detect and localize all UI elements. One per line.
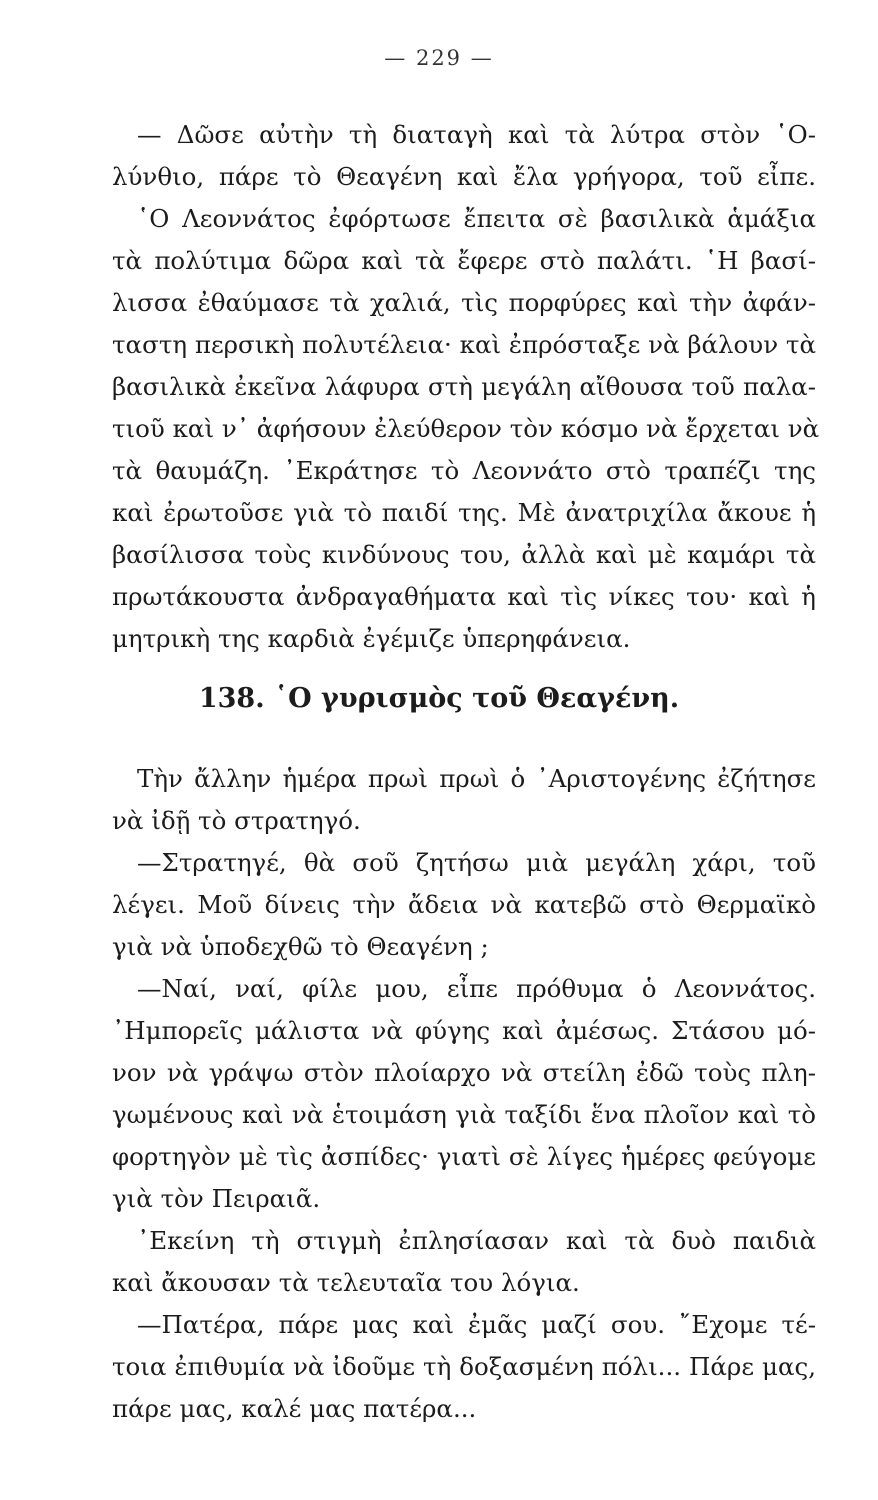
text-line: — Δῶσε αὐτὴν τὴ διαταγὴ καὶ τὰ λύτρα στὸν ῾Ο-: [137, 120, 816, 149]
text-line: τὰ πολύτιμα δῶρα καὶ τὰ ἔφερε στὸ παλάτι. ῾Η βασί-: [112, 246, 816, 275]
text-line: γιὰ νὰ ὑποδεχθῶ τὸ Θεαγένη ;: [112, 932, 489, 961]
section-title: ῾Ο γυρισμὸς τοῦ Θεαγένη.: [274, 683, 680, 714]
text-line: καὶ ἐρωτοῦσε γιὰ τὸ παιδί της. Μὲ ἀνατριχίλα ἄκουε ἡ: [112, 498, 816, 527]
text-line: ταστη περσικὴ πολυτέλεια· καὶ ἐπρόσταξε νὰ βάλουν τὰ: [112, 330, 816, 359]
text-line: λέγει. Μοῦ δίνεις τὴν ἄδεια νὰ κατεβῶ στὸ Θερμαϊκὸ: [112, 890, 816, 919]
text-line: καὶ ἄκουσαν τὰ τελευταῖα του λόγια.: [112, 1268, 580, 1297]
text-line: βασίλισσα τοὺς κινδύνους του, ἀλλὰ καὶ μὲ καμάρι τὰ: [112, 540, 816, 569]
text-line: τοια ἐπιθυμία νὰ ἰδοῦμε τὴ δοξασμένη πόλι... Πάρε μας,: [112, 1352, 816, 1381]
text-line: βασιλικὰ ἐκεῖνα λάφυρα στὴ μεγάλη αἴθουσα τοῦ παλα-: [112, 372, 816, 401]
text-line: λισσα ἐθαύμασε τὰ χαλιά, τὶς πορφύρες καὶ τὴν ἀφάν-: [112, 288, 816, 317]
text-line: πρωτάκουστα ἀνδραγαθήματα καὶ τὶς νίκες του· καὶ ἡ: [112, 582, 816, 611]
text-line: γωμένους καὶ νὰ ἑτοιμάση γιὰ ταξίδι ἕνα πλοῖον καὶ τὸ: [112, 1100, 816, 1129]
text-line: ᾽Εκείνη τὴ στιγμὴ ἐπλησίασαν καὶ τὰ δυὸ παιδιὰ: [137, 1226, 816, 1255]
text-line: νὰ ἰδῇ τὸ στρατηγό.: [112, 806, 361, 835]
page-number: — 229 —: [384, 46, 494, 70]
text-line: φορτηγὸν μὲ τὶς ἀσπίδες· γιατὶ σὲ λίγες ἡμέρες φεύγομε: [112, 1142, 816, 1171]
text-line: Τὴν ἄλλην ἡμέρα πρωὶ πρωὶ ὁ ᾽Αριστογένης ἐζήτησε: [137, 764, 816, 793]
text-line: τὰ θαυμάζη. ᾽Εκράτησε τὸ Λεοννάτο στὸ τραπέζι της: [112, 456, 816, 485]
text-line: πάρε μας, καλέ μας πατέρα...: [112, 1394, 477, 1423]
text-line: νον νὰ γράψω στὸν πλοίαρχο νὰ στείλη ἐδῶ τοὺς πλη-: [112, 1058, 816, 1087]
text-line: ᾽Ημπορεῖς μάλιστα νὰ φύγης καὶ ἀμέσως. Στάσου μό-: [112, 1016, 816, 1045]
text-line: —Πατέρα, πάρε μας καὶ ἐμᾶς μαζί σου. ῎Εχομε τέ-: [137, 1310, 816, 1339]
text-line: μητρικὴ της καρδιὰ ἐγέμιζε ὑπερηφάνεια.: [112, 624, 631, 653]
text-line: λύνθιο, πάρε τὸ Θεαγένη καὶ ἔλα γρήγορα, τοῦ εἶπε.: [112, 162, 816, 191]
text-line: γιὰ τὸν Πειραιᾶ.: [112, 1184, 321, 1213]
text-line: —Στρατηγέ, θὰ σοῦ ζητήσω μιὰ μεγάλη χάρι, τοῦ: [137, 848, 816, 877]
text-line: τιοῦ καὶ ν᾽ ἀφήσουν ἐλεύθερον τὸν κόσμο νὰ ἔρχεται νὰ: [112, 414, 820, 443]
section-heading: [0, 678, 878, 720]
text-line: —Ναί, ναί, φίλε μου, εἶπε πρόθυμα ὁ Λεοννάτος.: [137, 974, 816, 1003]
text-line: ῾Ο Λεοννάτος ἐφόρτωσε ἔπειτα σὲ βασιλικὰ ἁμάξια: [137, 204, 816, 233]
section-number: 138.: [198, 683, 265, 714]
